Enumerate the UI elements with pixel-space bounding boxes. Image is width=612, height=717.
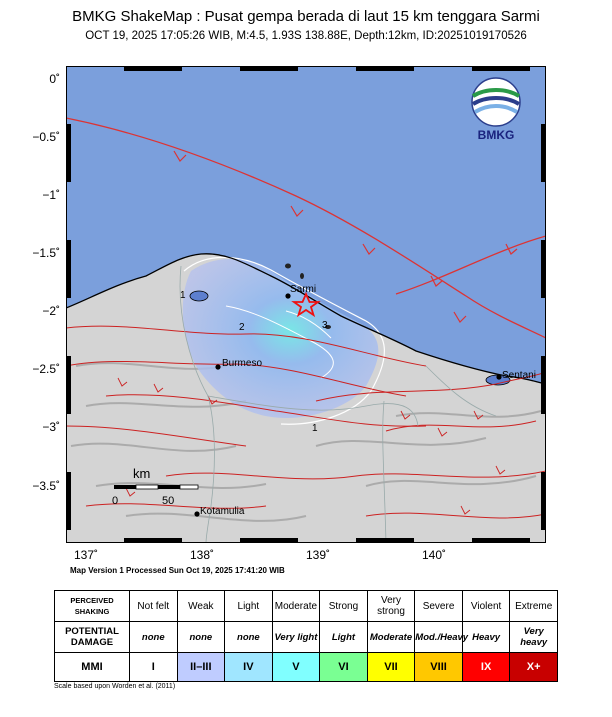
sentani-marker [496, 374, 501, 379]
x-tick-label: 139˚ [305, 548, 331, 562]
legend-row-header: PERCEIVED SHAKING [55, 591, 130, 622]
shaking-cell: Not felt [130, 591, 178, 622]
contour-label: 1 [180, 290, 186, 301]
damage-cell: Light [320, 622, 368, 653]
mmi-cell: VIII [415, 653, 463, 682]
mmi-cell: IX [462, 653, 510, 682]
y-tick-label: 0˚ [49, 72, 60, 86]
shakemap [66, 66, 546, 543]
mmi-cell: II–III [177, 653, 225, 682]
y-tick-label: −3˚ [42, 420, 60, 434]
burmeso-marker [215, 364, 220, 369]
y-tick-label: −3.5˚ [32, 479, 60, 493]
shaking-cell: Light [225, 591, 273, 622]
place-label-kotamulia: Kotamulia [200, 506, 245, 517]
shaking-cell: Strong [320, 591, 368, 622]
scale-bar [114, 485, 198, 489]
mmi-cell: X+ [510, 653, 558, 682]
island [285, 264, 291, 269]
mmi-cell: V [272, 653, 320, 682]
damage-cell: Very light [272, 622, 320, 653]
x-tick-label: 137˚ [73, 548, 99, 562]
damage-cell: none [130, 622, 178, 653]
bmkg-logo-icon [472, 78, 520, 126]
y-tick-label: −1.5˚ [32, 246, 60, 260]
y-tick-label: −2.5˚ [32, 362, 60, 376]
contour-label: 3 [322, 320, 328, 331]
kotamulia-marker [194, 511, 199, 516]
place-label-sentani: Sentani [502, 370, 536, 381]
shaking-cell: Extreme [510, 591, 558, 622]
place-label-burmeso: Burmeso [222, 358, 263, 369]
island [300, 273, 304, 279]
damage-cell: Moderate [367, 622, 415, 653]
place-label-sarmi: Sarmi [290, 284, 317, 295]
damage-cell: Mod./Heavy [415, 622, 463, 653]
x-tick-label: 140˚ [421, 548, 447, 562]
damage-cell: Heavy [462, 622, 510, 653]
event-info: OCT 19, 2025 17:05:26 WIB, M:4.5, 1.93S 138.88E, Depth:12km, ID:20251019170526 [85, 30, 527, 42]
intensity-legend [54, 590, 558, 682]
damage-cell: none [225, 622, 273, 653]
damage-cell: Very heavy [510, 622, 558, 653]
mmi-cell: VI [320, 653, 368, 682]
shaking-cell: Weak [177, 591, 225, 622]
y-tick-label: −0.5˚ [32, 130, 60, 144]
scale-unit: km [133, 466, 151, 481]
scale-fifty: 50 [162, 495, 175, 507]
contour-label: 1 [312, 423, 318, 434]
mmi-cell: I [130, 653, 178, 682]
contour-label: 2 [239, 322, 245, 333]
legend-row-header: POTENTIAL DAMAGE [55, 622, 130, 653]
shaking-cell: Violent [462, 591, 510, 622]
map-title: BMKG ShakeMap : Pusat gempa berada di laut 15 km tenggara Sarmi [72, 8, 540, 25]
mmi-cell: IV [225, 653, 273, 682]
legend-row-header: MMI [55, 653, 130, 682]
y-tick-label: −1˚ [42, 188, 60, 202]
scale-zero: 0 [112, 495, 119, 507]
shaking-cell: Moderate [272, 591, 320, 622]
map-version: Map Version 1 Processed Sun Oct 19, 2025 17:41:20 WIB [70, 566, 285, 575]
lake [190, 291, 208, 301]
mmi-cell: VII [367, 653, 415, 682]
shaking-cell: Very strong [367, 591, 415, 622]
scale-note: Scale based upon Worden et al. (2011) [54, 683, 176, 690]
shaking-cell: Severe [415, 591, 463, 622]
y-tick-label: −2˚ [42, 304, 60, 318]
damage-cell: none [177, 622, 225, 653]
logo-text: BMKG [477, 128, 515, 142]
x-tick-label: 138˚ [189, 548, 215, 562]
